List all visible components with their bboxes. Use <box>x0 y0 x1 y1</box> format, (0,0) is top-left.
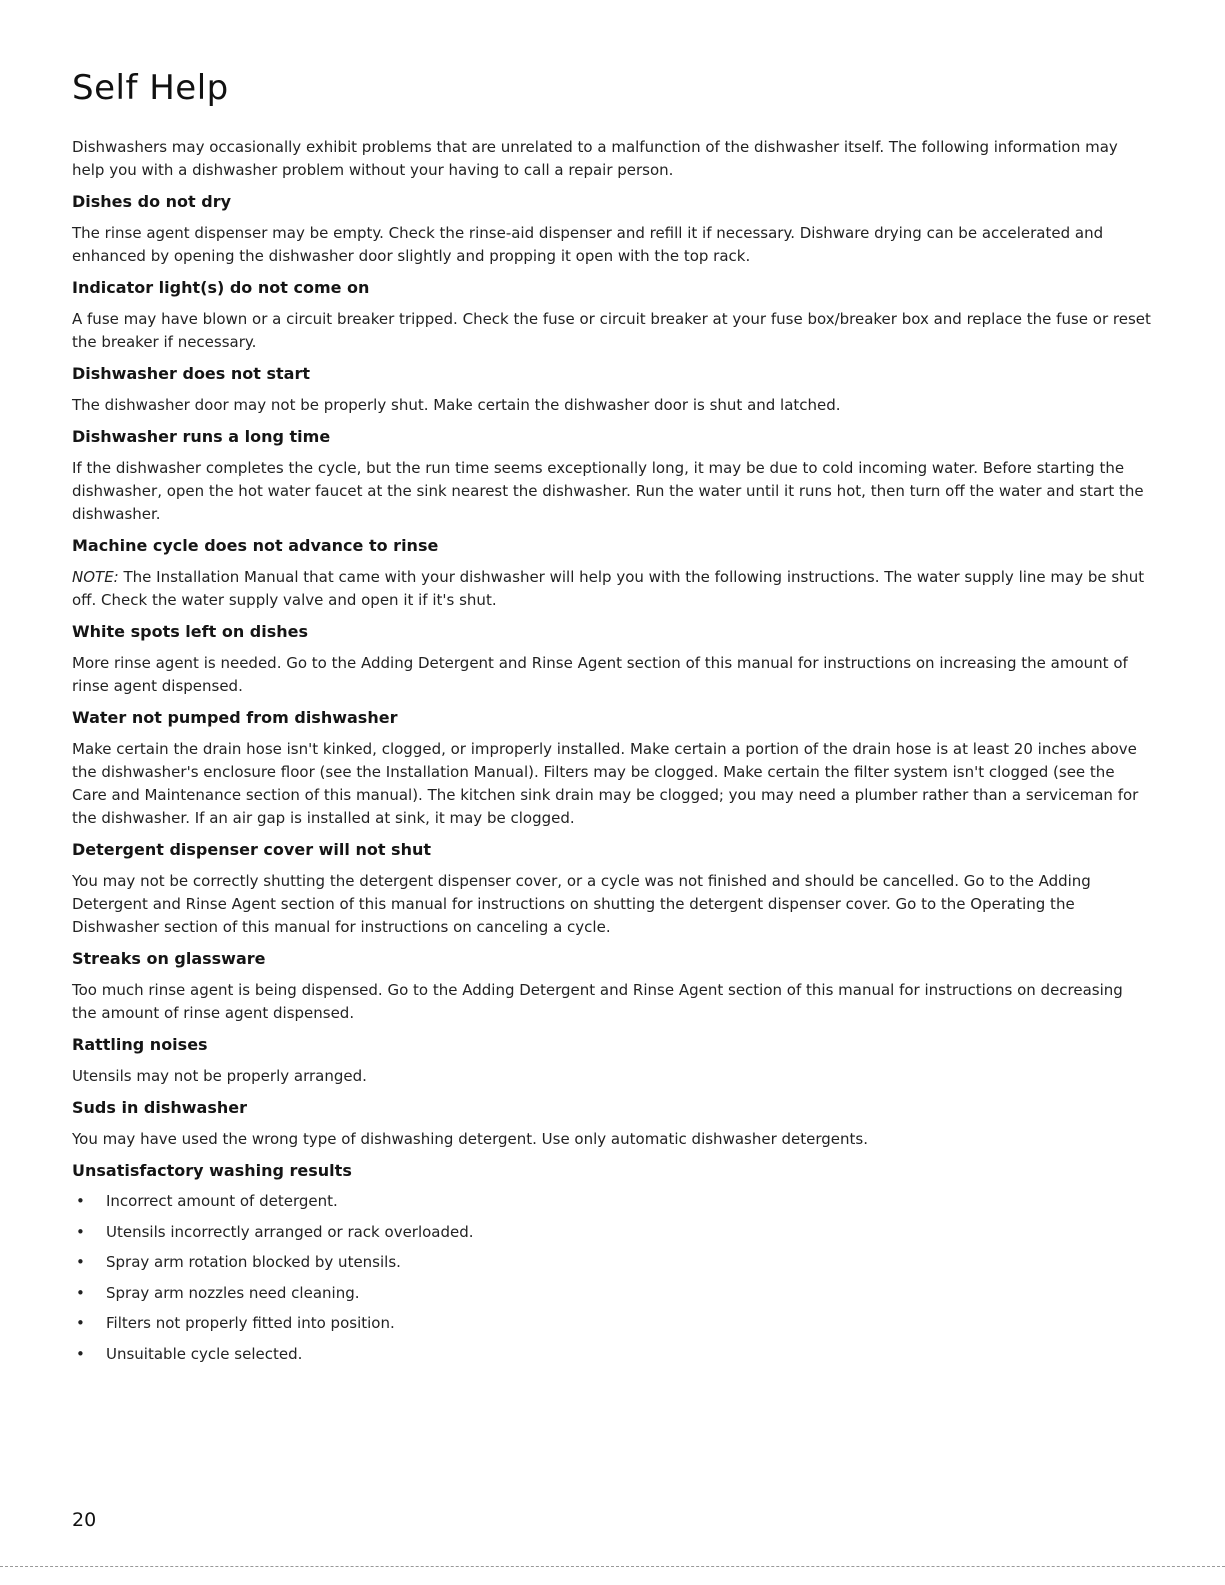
page-title: Self Help <box>72 68 229 108</box>
list-item: • Incorrect amount of detergent. <box>72 1191 1152 1211</box>
section-heading: Suds in dishwasher <box>72 1098 247 1117</box>
bullet-icon: • <box>76 1192 85 1210</box>
list-item: • Utensils incorrectly arranged or rack overloaded. <box>72 1222 1152 1242</box>
page-content <box>72 66 1152 1374</box>
section-heading: White spots left on dishes <box>72 622 308 641</box>
section-heading: Rattling noises <box>72 1035 208 1054</box>
bullet-icon: • <box>76 1253 85 1271</box>
section-body: You may not be correctly shutting the detergent dispenser cover, or a cycle was not finished and should be cancelled. Go to the Adding Detergent and Rinse Agent section of this manual for instructions on shutting the detergent dispenser cover. Go to the Operating the Dishwasher section of this manual for instructions on canceling a cycle. <box>72 872 1091 936</box>
section-body: You may have used the wrong type of dishwashing detergent. Use only automatic dishwasher detergents. <box>72 1130 868 1148</box>
section-body: Utensils may not be properly arranged. <box>72 1067 367 1085</box>
list-item: • Unsuitable cycle selected. <box>72 1344 1152 1364</box>
section-heading: Dishwasher runs a long time <box>72 427 331 446</box>
bullet-list <box>72 1191 1152 1364</box>
section-body: More rinse agent is needed. Go to the Adding Detergent and Rinse Agent section of this manual for instructions on increasing the amount of rinse agent dispensed. <box>72 654 1128 695</box>
list-item: • Spray arm nozzles need cleaning. <box>72 1283 1152 1303</box>
bullet-icon: • <box>76 1283 85 1302</box>
list-item: • Filters not properly fitted into position. <box>72 1313 1152 1333</box>
section-heading: Water not pumped from dishwasher <box>72 708 398 727</box>
section-body: If the dishwasher completes the cycle, but the run time seems exceptionally long, it may be due to cold incoming water. Before starting the dishwasher, open the hot water faucet at the sink nearest the dishwasher. Run the water until it runs hot, then turn off the water and start the dishwasher. <box>72 459 1144 523</box>
note-label: NOTE: <box>72 568 119 586</box>
section-heading: Indicator light(s) do not come on <box>72 278 370 297</box>
section-heading: Dishes do not dry <box>72 192 232 211</box>
section-heading: Machine cycle does not advance to rinse <box>72 536 439 555</box>
section-body: Too much rinse agent is being dispensed. Go to the Adding Detergent and Rinse Agent section of this manual for instructions on decreasing the amount of rinse agent dispensed. <box>72 981 1123 1022</box>
bullet-icon: • <box>76 1222 85 1241</box>
section-body: The dishwasher door may not be properly shut. Make certain the dishwasher door is shut and latched. <box>72 396 841 414</box>
footer-divider <box>0 1566 1225 1567</box>
section-heading: Dishwasher does not start <box>72 364 310 383</box>
bullet-icon: • <box>76 1314 85 1332</box>
bullet-icon: • <box>76 1344 85 1363</box>
page-number: 20 <box>72 1509 97 1531</box>
list-item: • Spray arm rotation blocked by utensils. <box>72 1252 1152 1272</box>
section-heading: Detergent dispenser cover will not shut <box>72 840 432 859</box>
section-body: The rinse agent dispenser may be empty. Check the rinse-aid dispenser and refill it if necessary. Dishware drying can be accelerated and enhanced by opening the dishwasher door slightly and propping it open with the top rack. <box>72 224 1104 265</box>
intro-paragraph: Dishwashers may occasionally exhibit problems that are unrelated to a malfunction of the dishwasher itself. The following information may help you with a dishwasher problem without your having to call a repair person. <box>72 138 1118 179</box>
section-body-with-note <box>72 566 1152 612</box>
section-heading: Unsatisfactory washing results <box>72 1161 352 1180</box>
note-text: The Installation Manual that came with your dishwasher will help you with the following instructions. The water supply line may be shut off. Check the water supply valve and open it if it's shut. <box>72 568 1145 609</box>
section-body: A fuse may have blown or a circuit breaker tripped. Check the fuse or circuit breaker at your fuse box/breaker box and replace the fuse or reset the breaker if necessary. <box>72 310 1151 351</box>
section-body: Make certain the drain hose isn't kinked, clogged, or improperly installed. Make certain a portion of the drain hose is at least 20 inches above the dishwasher's enclosure floor (see the Installation Manual). Filters may be clogged. Make certain the filter system isn't clogged (see the Care and Maintenance section of this manual). The kitchen sink drain may be clogged; you may need a plumber rather than a serviceman for the dishwasher. If an air gap is installed at sink, it may be clogged. <box>72 740 1139 827</box>
section-heading: Streaks on glassware <box>72 949 266 968</box>
